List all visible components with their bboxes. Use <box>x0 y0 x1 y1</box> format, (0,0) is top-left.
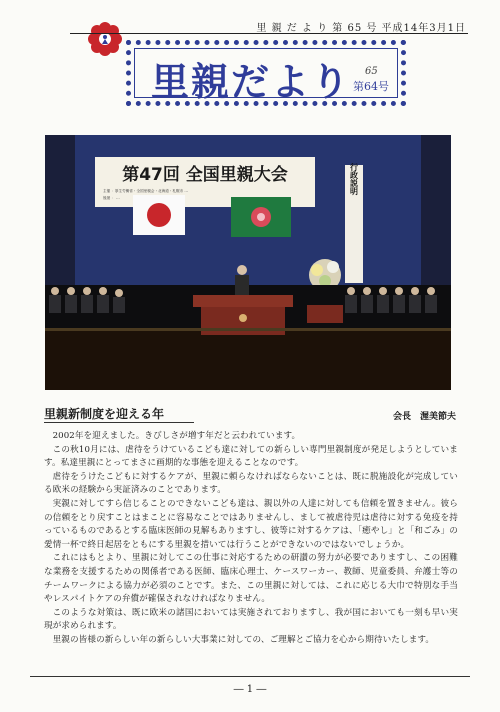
paragraph: 里親の皆様の新らしい年の新らしい大事業に対しての、ご理解とご協力を心から期待いたします。 <box>52 634 435 645</box>
flower-logo-icon <box>88 22 122 56</box>
side-banner: 行政説明 <box>349 163 359 195</box>
issue-handwritten-correction: 65 <box>365 66 378 77</box>
issue-number <box>353 66 389 94</box>
issue-printed: 第64号 <box>353 80 389 93</box>
paragraph: これにはもとより、里親に対してこの仕事に対応するための研讃の努力が必要でありますし、この困難な業務を支援するための関係者である医師、臨床心理士、ケースワーカー、教師、児童委員、弁護士等のチームワークによる協力が必須のことです。また、この里親に対しては、これに応じる大巾で特別な手当やレスパイトケアの弁償が確保されなければなりません。 <box>44 553 458 605</box>
running-header: 里 親 だ よ り 第 65 号 平成14年3月1日 <box>256 23 466 34</box>
title-underline <box>44 422 194 423</box>
paragraph: 実親に対してすら信じることのできないこども達は、親以外の人達に対しても信頼を置きません。彼らの信頼をとり戻すことはまことに容易なことではありませんし、まして被虐待児は虐待に対する免疫を持っているものであるとする臨床医師の見解もありますし、彼等に対するケアは、「癒やし」と「和ごみ」の愛情一杯で終日起居をともにする里親を措いては行うことができないのではないでしょうか。 <box>44 498 458 550</box>
masthead <box>126 40 406 106</box>
masthead-title: 里親だより <box>151 60 352 104</box>
footer-rule <box>30 676 470 677</box>
banner-subtitle-2: 後援 ： … <box>103 196 120 200</box>
paragraph: 2002年を迎えました。きびしさが増す年だと云われています。 <box>52 431 301 441</box>
conference-photo <box>45 135 451 390</box>
banner-title: 第47回 全国里親大会 <box>122 165 288 185</box>
banner-subtitle-1: 主催 ：厚生労働省・全国里親会・北海道・札幌市 … <box>103 189 188 193</box>
article-body <box>44 430 458 648</box>
article-title: 里親新制度を迎える年 <box>44 407 165 421</box>
page-number: ― 1 ― <box>233 684 267 695</box>
article-author: 会長 渥美節夫 <box>392 412 456 422</box>
paragraph: 虐待をうけたこどもに対するケアが、里親に頼らなければならないことは、既に脱施設化が完成している欧米の経験から実証済みのことであります。 <box>44 471 458 496</box>
paragraph: この秋10月には、虐待をうけているこども達に対しての新らしい専門里親制度が発足しようとしています。私達里親にとってまさに画期的な事態を迎えることなのです。 <box>44 444 458 469</box>
paragraph: このような対策は、既に欧米の諸国においては実施されておりますし、我が国においても一刻も早い実現が求められます。 <box>44 607 458 632</box>
